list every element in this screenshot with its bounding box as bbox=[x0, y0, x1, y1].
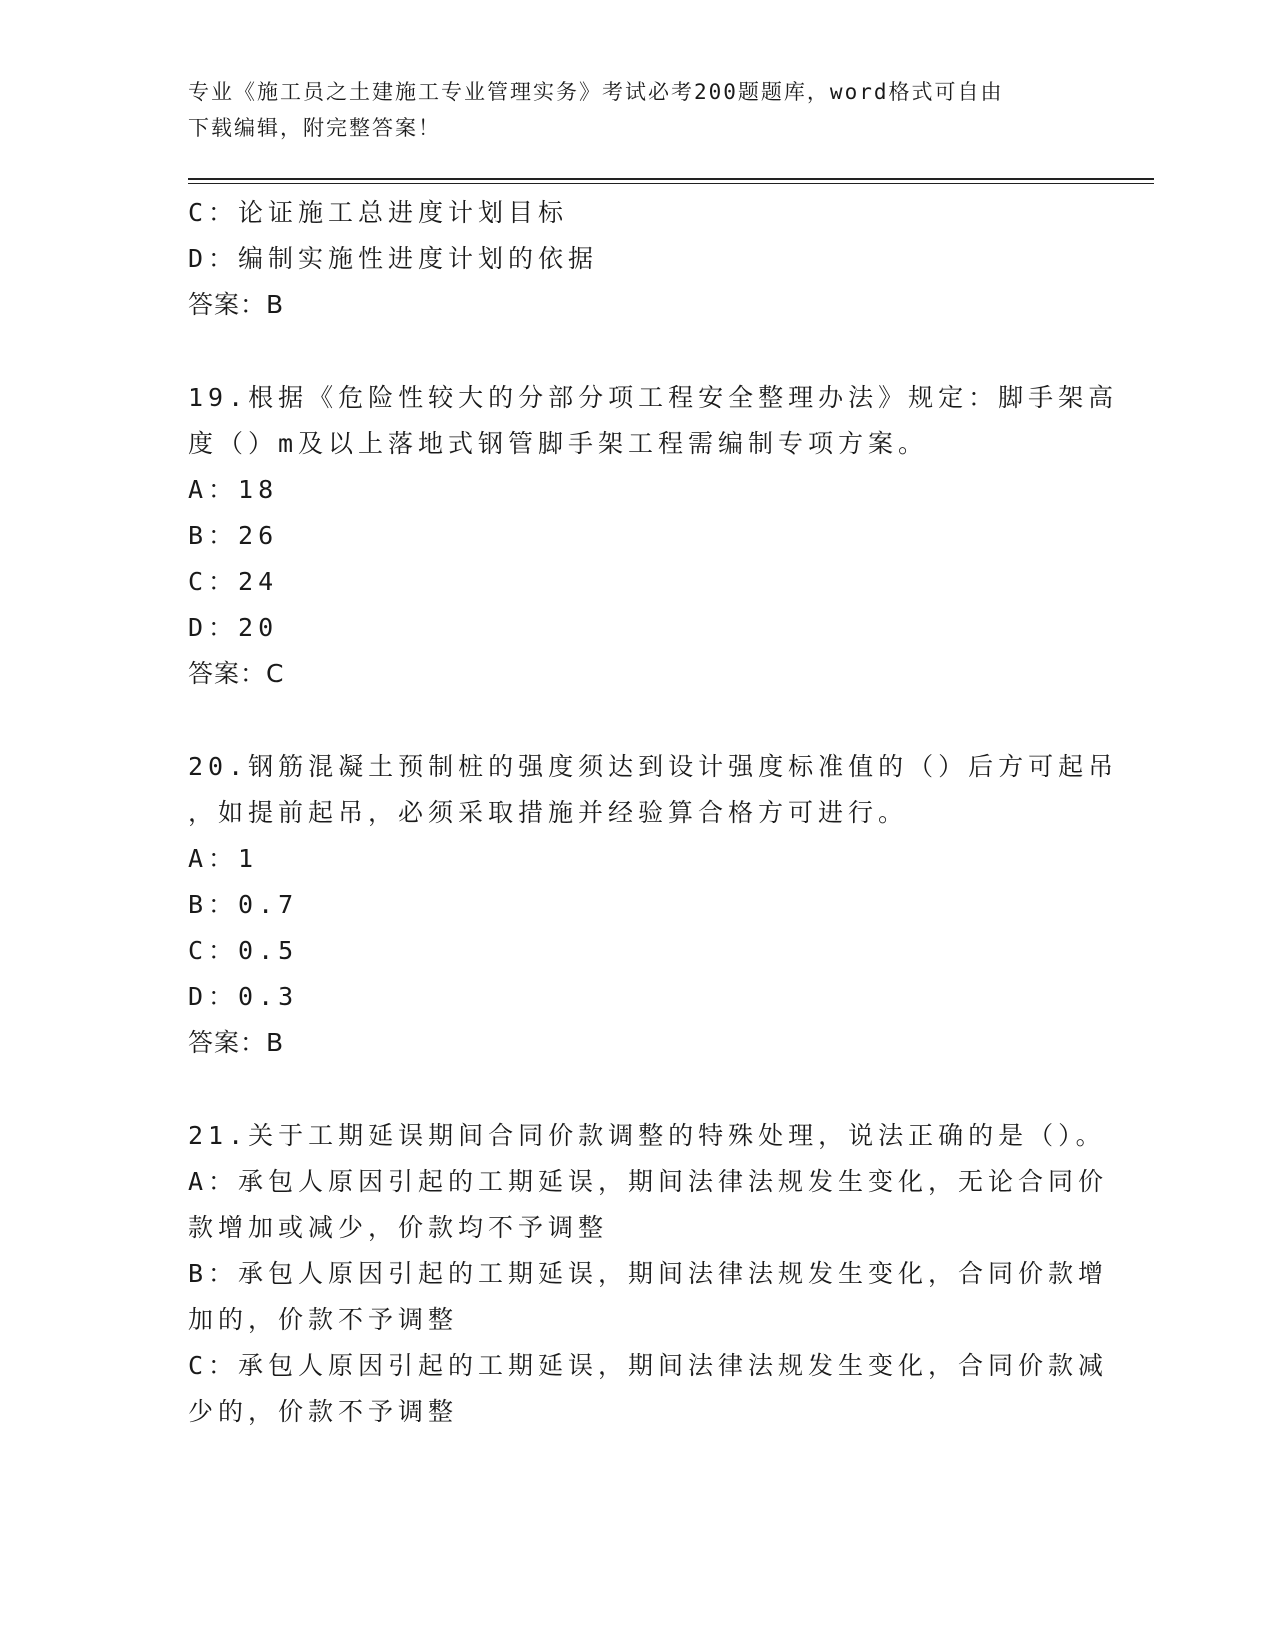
answer-line: 答案：C bbox=[188, 659, 285, 688]
option-b: B：26 bbox=[188, 521, 279, 550]
document-header bbox=[188, 74, 1088, 146]
option-a: A：1 bbox=[188, 844, 259, 873]
option-b-line-2: 加的，价款不予调整 bbox=[188, 1305, 459, 1334]
option-c-line-2: 少的，价款不予调整 bbox=[188, 1397, 459, 1426]
answer-line: 答案：B bbox=[188, 290, 285, 319]
option-c: C：24 bbox=[188, 567, 279, 596]
option-d: D：20 bbox=[188, 613, 279, 642]
section-gap bbox=[188, 1066, 1088, 1113]
question-stem-line-1: 19.根据《危险性较大的分部分项工程安全整理办法》规定：脚手架高 bbox=[188, 383, 1119, 412]
header-rule-thick bbox=[188, 178, 1154, 180]
question-stem-line-2: 度（）m及以上落地式钢管脚手架工程需编制专项方案。 bbox=[188, 429, 929, 458]
question-body bbox=[188, 190, 1119, 1435]
option-c-line-1: C：承包人原因引起的工期延误，期间法律法规发生变化，合同价款减 bbox=[188, 1351, 1109, 1380]
question-19 bbox=[188, 375, 1119, 697]
header-line-1: 专业《施工员之土建施工专业管理实务》考试必考200题题库，word格式可自由 bbox=[188, 80, 1004, 104]
option-b: B：0.7 bbox=[188, 890, 299, 919]
question-stem-line-2: ，如提前起吊，必须采取措施并经验算合格方可进行。 bbox=[188, 798, 909, 827]
option-a: A：18 bbox=[188, 475, 279, 504]
option-c: C：论证施工总进度计划目标 bbox=[188, 198, 569, 227]
section-gap bbox=[188, 697, 1088, 744]
question-stem-line-1: 20.钢筋混凝土预制桩的强度须达到设计强度标准值的（）后方可起吊 bbox=[188, 752, 1119, 781]
option-d: D：0.3 bbox=[188, 982, 299, 1011]
header-rule-thin bbox=[188, 183, 1154, 184]
question-20 bbox=[188, 744, 1119, 1066]
question-18-tail bbox=[188, 190, 1088, 328]
option-d: D：编制实施性进度计划的依据 bbox=[188, 244, 599, 273]
question-21 bbox=[188, 1113, 1109, 1435]
option-a-line-1: A：承包人原因引起的工期延误，期间法律法规发生变化，无论合同价 bbox=[188, 1167, 1109, 1196]
option-a-line-2: 款增加或减少，价款均不予调整 bbox=[188, 1213, 609, 1242]
question-stem-line-1: 21.关于工期延误期间合同价款调整的特殊处理，说法正确的是（）。 bbox=[188, 1121, 1106, 1150]
option-c: C：0.5 bbox=[188, 936, 299, 965]
answer-line: 答案：B bbox=[188, 1028, 285, 1057]
header-line-2: 下载编辑，附完整答案！ bbox=[188, 116, 441, 140]
section-gap bbox=[188, 328, 1088, 375]
option-b-line-1: B：承包人原因引起的工期延误，期间法律法规发生变化，合同价款增 bbox=[188, 1259, 1109, 1288]
